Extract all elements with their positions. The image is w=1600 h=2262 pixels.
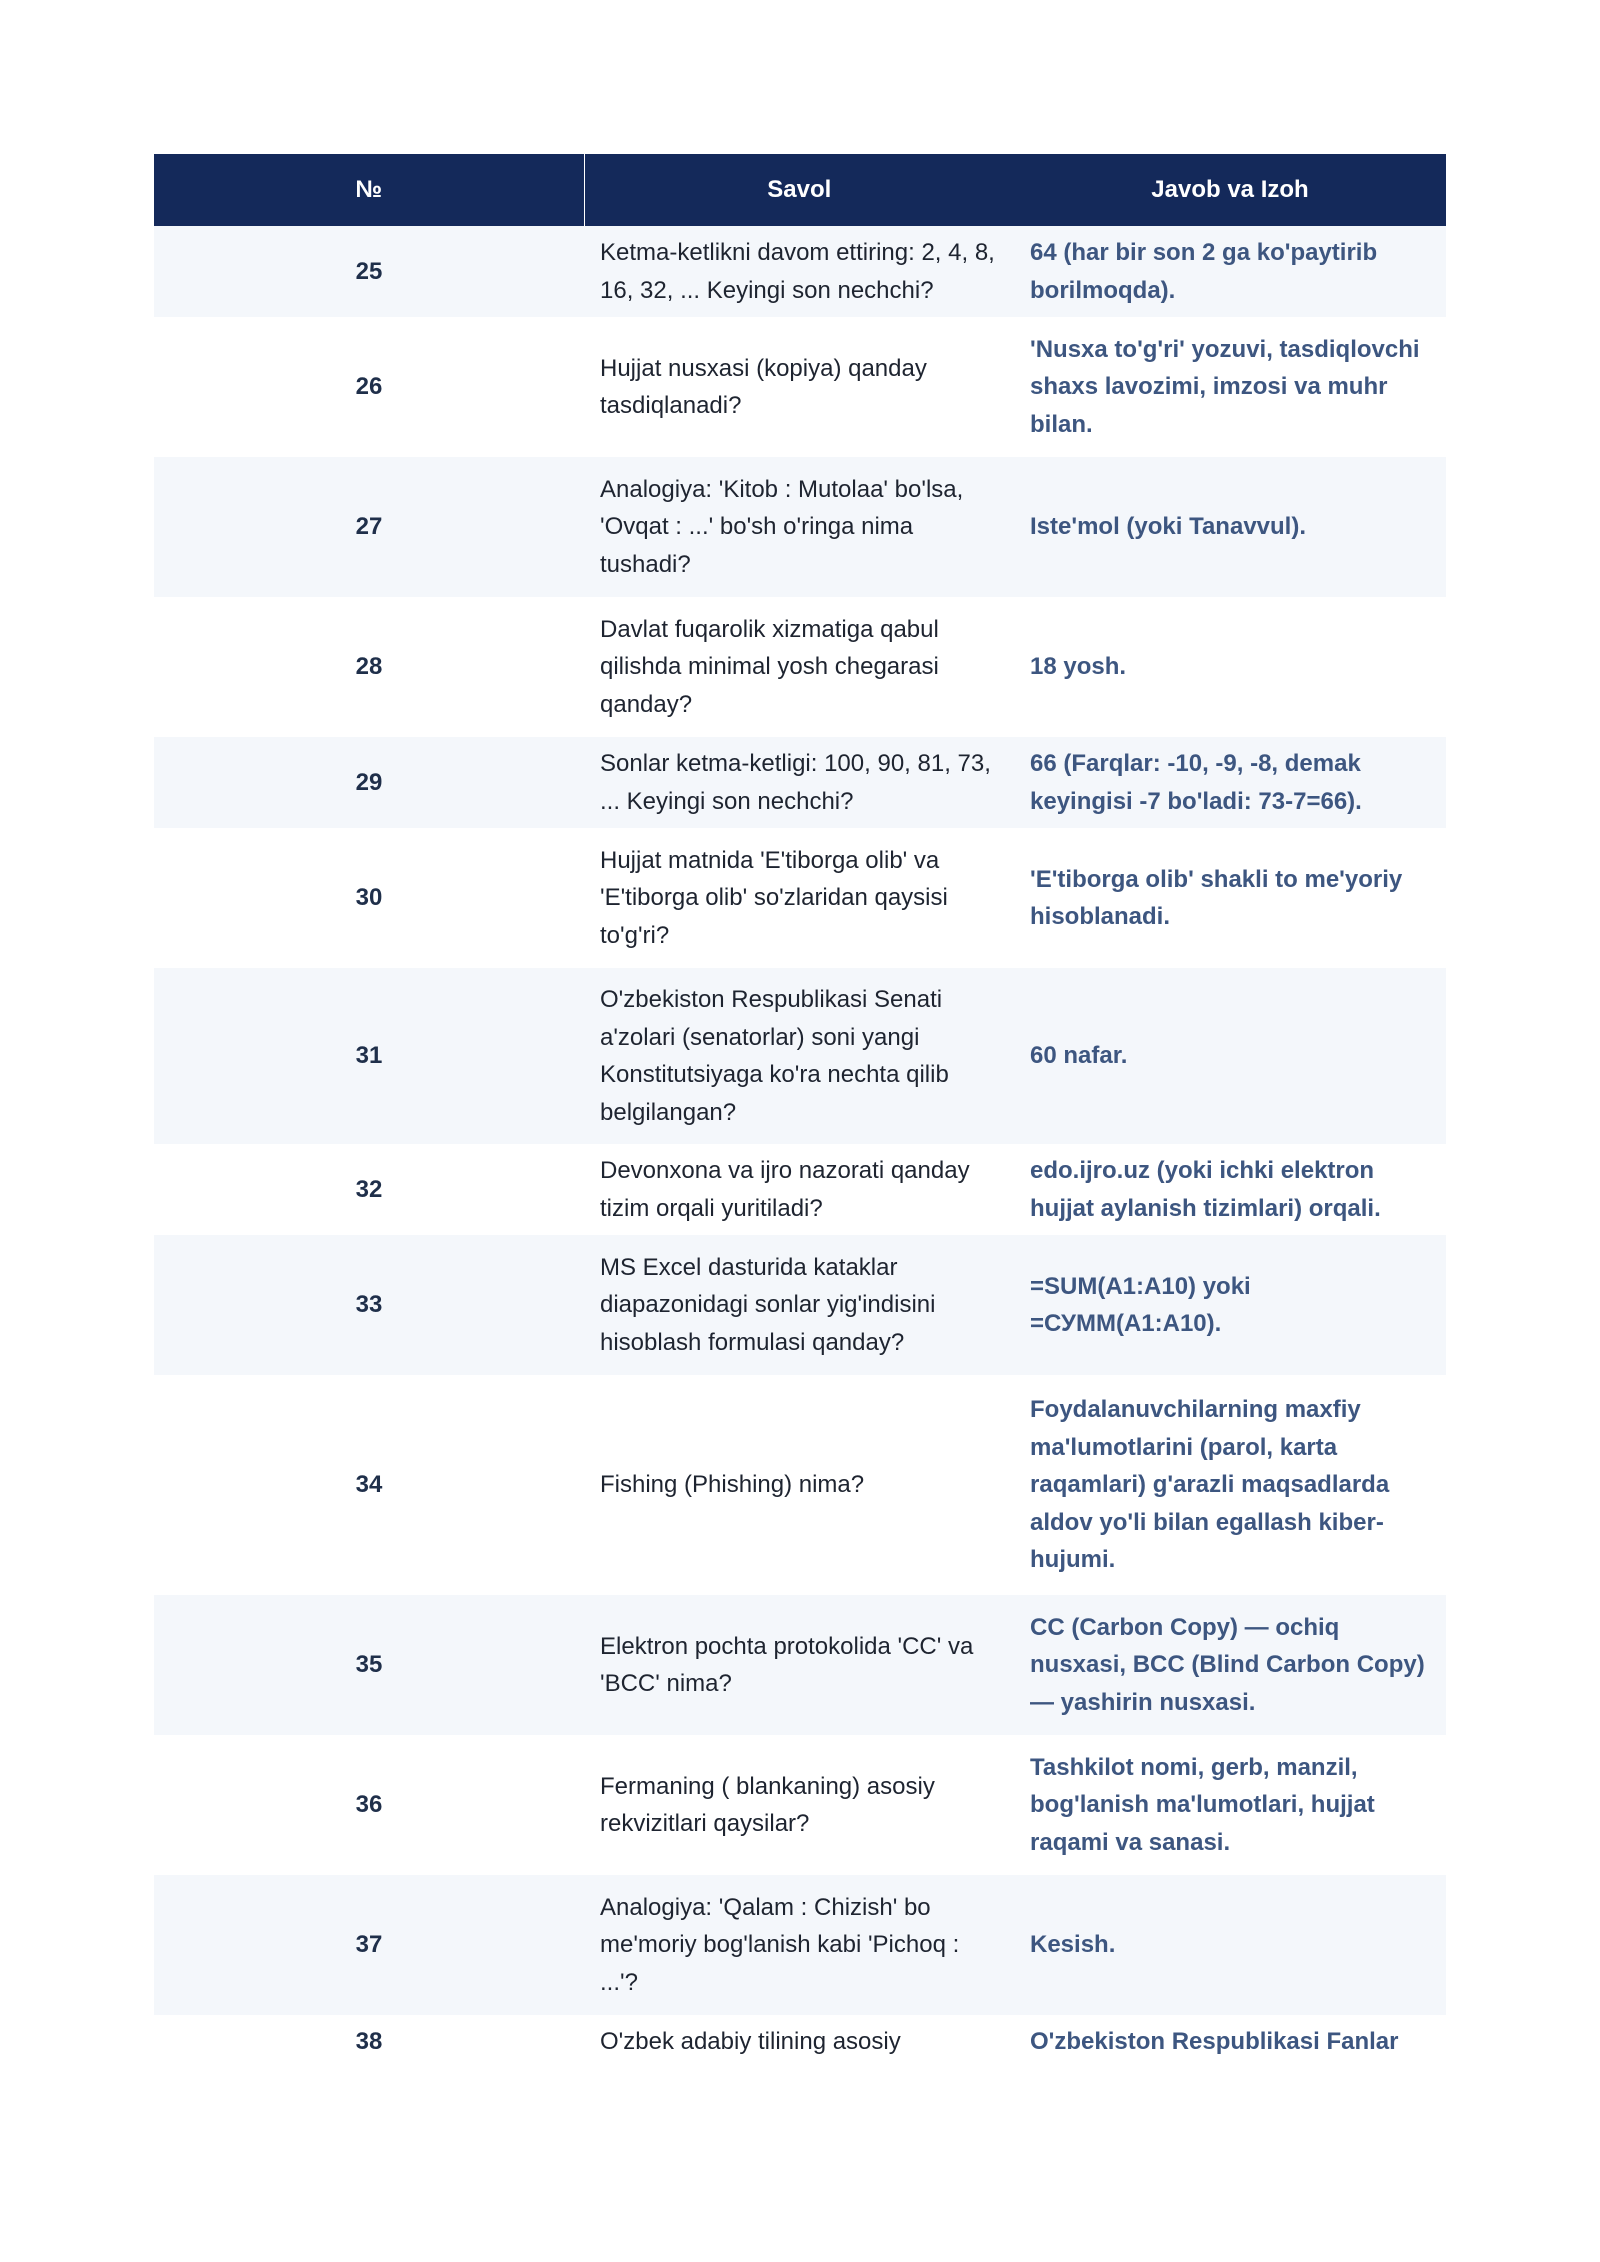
- row-question: Analogiya: 'Qalam : Chizish' bo me'moriy bog'lanish kabi 'Pichoq : ...'?: [584, 1875, 1014, 2015]
- row-number: 30: [154, 828, 584, 968]
- row-answer: 60 nafar.: [1014, 968, 1446, 1144]
- row-answer: O'zbekiston Respublikasi Fanlar: [1014, 2015, 1446, 2069]
- row-question: O'zbekiston Respublikasi Senati a'zolari (senatorlar) soni yangi Konstitutsiyaga ko'ra nechta qilib belgilangan?: [584, 968, 1014, 1144]
- row-answer: edo.ijro.uz (yoki ichki elektron hujjat aylanish tizimlari) orqali.: [1014, 1144, 1446, 1235]
- table-row: [154, 597, 1446, 737]
- row-answer: Tashkilot nomi, gerb, manzil, bog'lanish ma'lumotlari, hujjat raqami va sanasi.: [1014, 1735, 1446, 1875]
- row-number: 26: [154, 317, 584, 457]
- table-row: [154, 1595, 1446, 1735]
- row-question: O'zbek adabiy tilining asosiy: [584, 2015, 1014, 2069]
- row-question: Sonlar ketma-ketligi: 100, 90, 81, 73, ... Keyingi son nechchi?: [584, 737, 1014, 828]
- table-row: [154, 317, 1446, 457]
- row-question: Hujjat nusxasi (kopiya) qanday tasdiqlanadi?: [584, 317, 1014, 457]
- row-number: 25: [154, 226, 584, 317]
- row-question: MS Excel dasturida kataklar diapazonidagi sonlar yig'indisini hisoblash formulasi qanday?: [584, 1235, 1014, 1375]
- row-question: Analogiya: 'Kitob : Mutolaa' bo'lsa, 'Ovqat : ...' bo'sh o'ringa nima tushadi?: [584, 457, 1014, 597]
- row-number: 31: [154, 968, 584, 1144]
- row-answer: 18 yosh.: [1014, 597, 1446, 737]
- table-row: [154, 2015, 1446, 2069]
- row-answer: 'Nusxa to'g'ri' yozuvi, tasdiqlovchi shaxs lavozimi, imzosi va muhr bilan.: [1014, 317, 1446, 457]
- row-number: 27: [154, 457, 584, 597]
- table-header: [154, 154, 1446, 226]
- row-number: 37: [154, 1875, 584, 2015]
- row-number: 34: [154, 1375, 584, 1595]
- table-row: [154, 457, 1446, 597]
- table-row: [154, 1144, 1446, 1235]
- row-number: 36: [154, 1735, 584, 1875]
- qa-table: [154, 154, 1446, 2069]
- row-question: Ketma-ketlikni davom ettiring: 2, 4, 8, 16, 32, ... Keyingi son nechchi?: [584, 226, 1014, 317]
- row-question: Hujjat matnida 'E'tiborga olib' va 'E'tiborga olib' so'zlaridan qaysisi to'g'ri?: [584, 828, 1014, 968]
- header-number: №: [154, 154, 584, 226]
- row-question: Fermaning ( blankaning) asosiy rekvizitlari qaysilar?: [584, 1735, 1014, 1875]
- row-answer: Iste'mol (yoki Tanavvul).: [1014, 457, 1446, 597]
- table-row: [154, 1235, 1446, 1375]
- table-row: [154, 737, 1446, 828]
- row-question: Devonxona va ijro nazorati qanday tizim orqali yuritiladi?: [584, 1144, 1014, 1235]
- row-number: 29: [154, 737, 584, 828]
- row-answer: =SUM(A1:A10) yoki =СУММ(A1:A10).: [1014, 1235, 1446, 1375]
- table-row: [154, 828, 1446, 968]
- row-answer: Kesish.: [1014, 1875, 1446, 2015]
- row-question: Elektron pochta protokolida 'CC' va 'BCC' nima?: [584, 1595, 1014, 1735]
- row-answer: CC (Carbon Copy) — ochiq nusxasi, BCC (Blind Carbon Copy) — yashirin nusxasi.: [1014, 1595, 1446, 1735]
- table-row: [154, 1735, 1446, 1875]
- row-answer: 64 (har bir son 2 ga ko'paytirib borilmoqda).: [1014, 226, 1446, 317]
- header-question: Savol: [584, 154, 1014, 226]
- row-number: 33: [154, 1235, 584, 1375]
- table-row: [154, 1875, 1446, 2015]
- row-question: Davlat fuqarolik xizmatiga qabul qilishda minimal yosh chegarasi qanday?: [584, 597, 1014, 737]
- header-row: [154, 154, 1446, 226]
- table-body: [154, 226, 1446, 2069]
- row-answer: 'E'tiborga olib' shakli to me'yoriy hisoblanadi.: [1014, 828, 1446, 968]
- row-number: 35: [154, 1595, 584, 1735]
- table-row: [154, 1375, 1446, 1595]
- row-answer: 66 (Farqlar: -10, -9, -8, demak keyingisi -7 bo'ladi: 73-7=66).: [1014, 737, 1446, 828]
- row-number: 32: [154, 1144, 584, 1235]
- row-question: Fishing (Phishing) nima?: [584, 1375, 1014, 1595]
- table-row: [154, 968, 1446, 1144]
- header-answer: Javob va Izoh: [1014, 154, 1446, 226]
- row-number: 28: [154, 597, 584, 737]
- table-row: [154, 226, 1446, 317]
- row-answer: Foydalanuvchilarning maxfiy ma'lumotlarini (parol, karta raqamlari) g'arazli maqsadlarda aldov yo'li bilan egallash kiber-hujumi.: [1014, 1375, 1446, 1595]
- row-number: 38: [154, 2015, 584, 2069]
